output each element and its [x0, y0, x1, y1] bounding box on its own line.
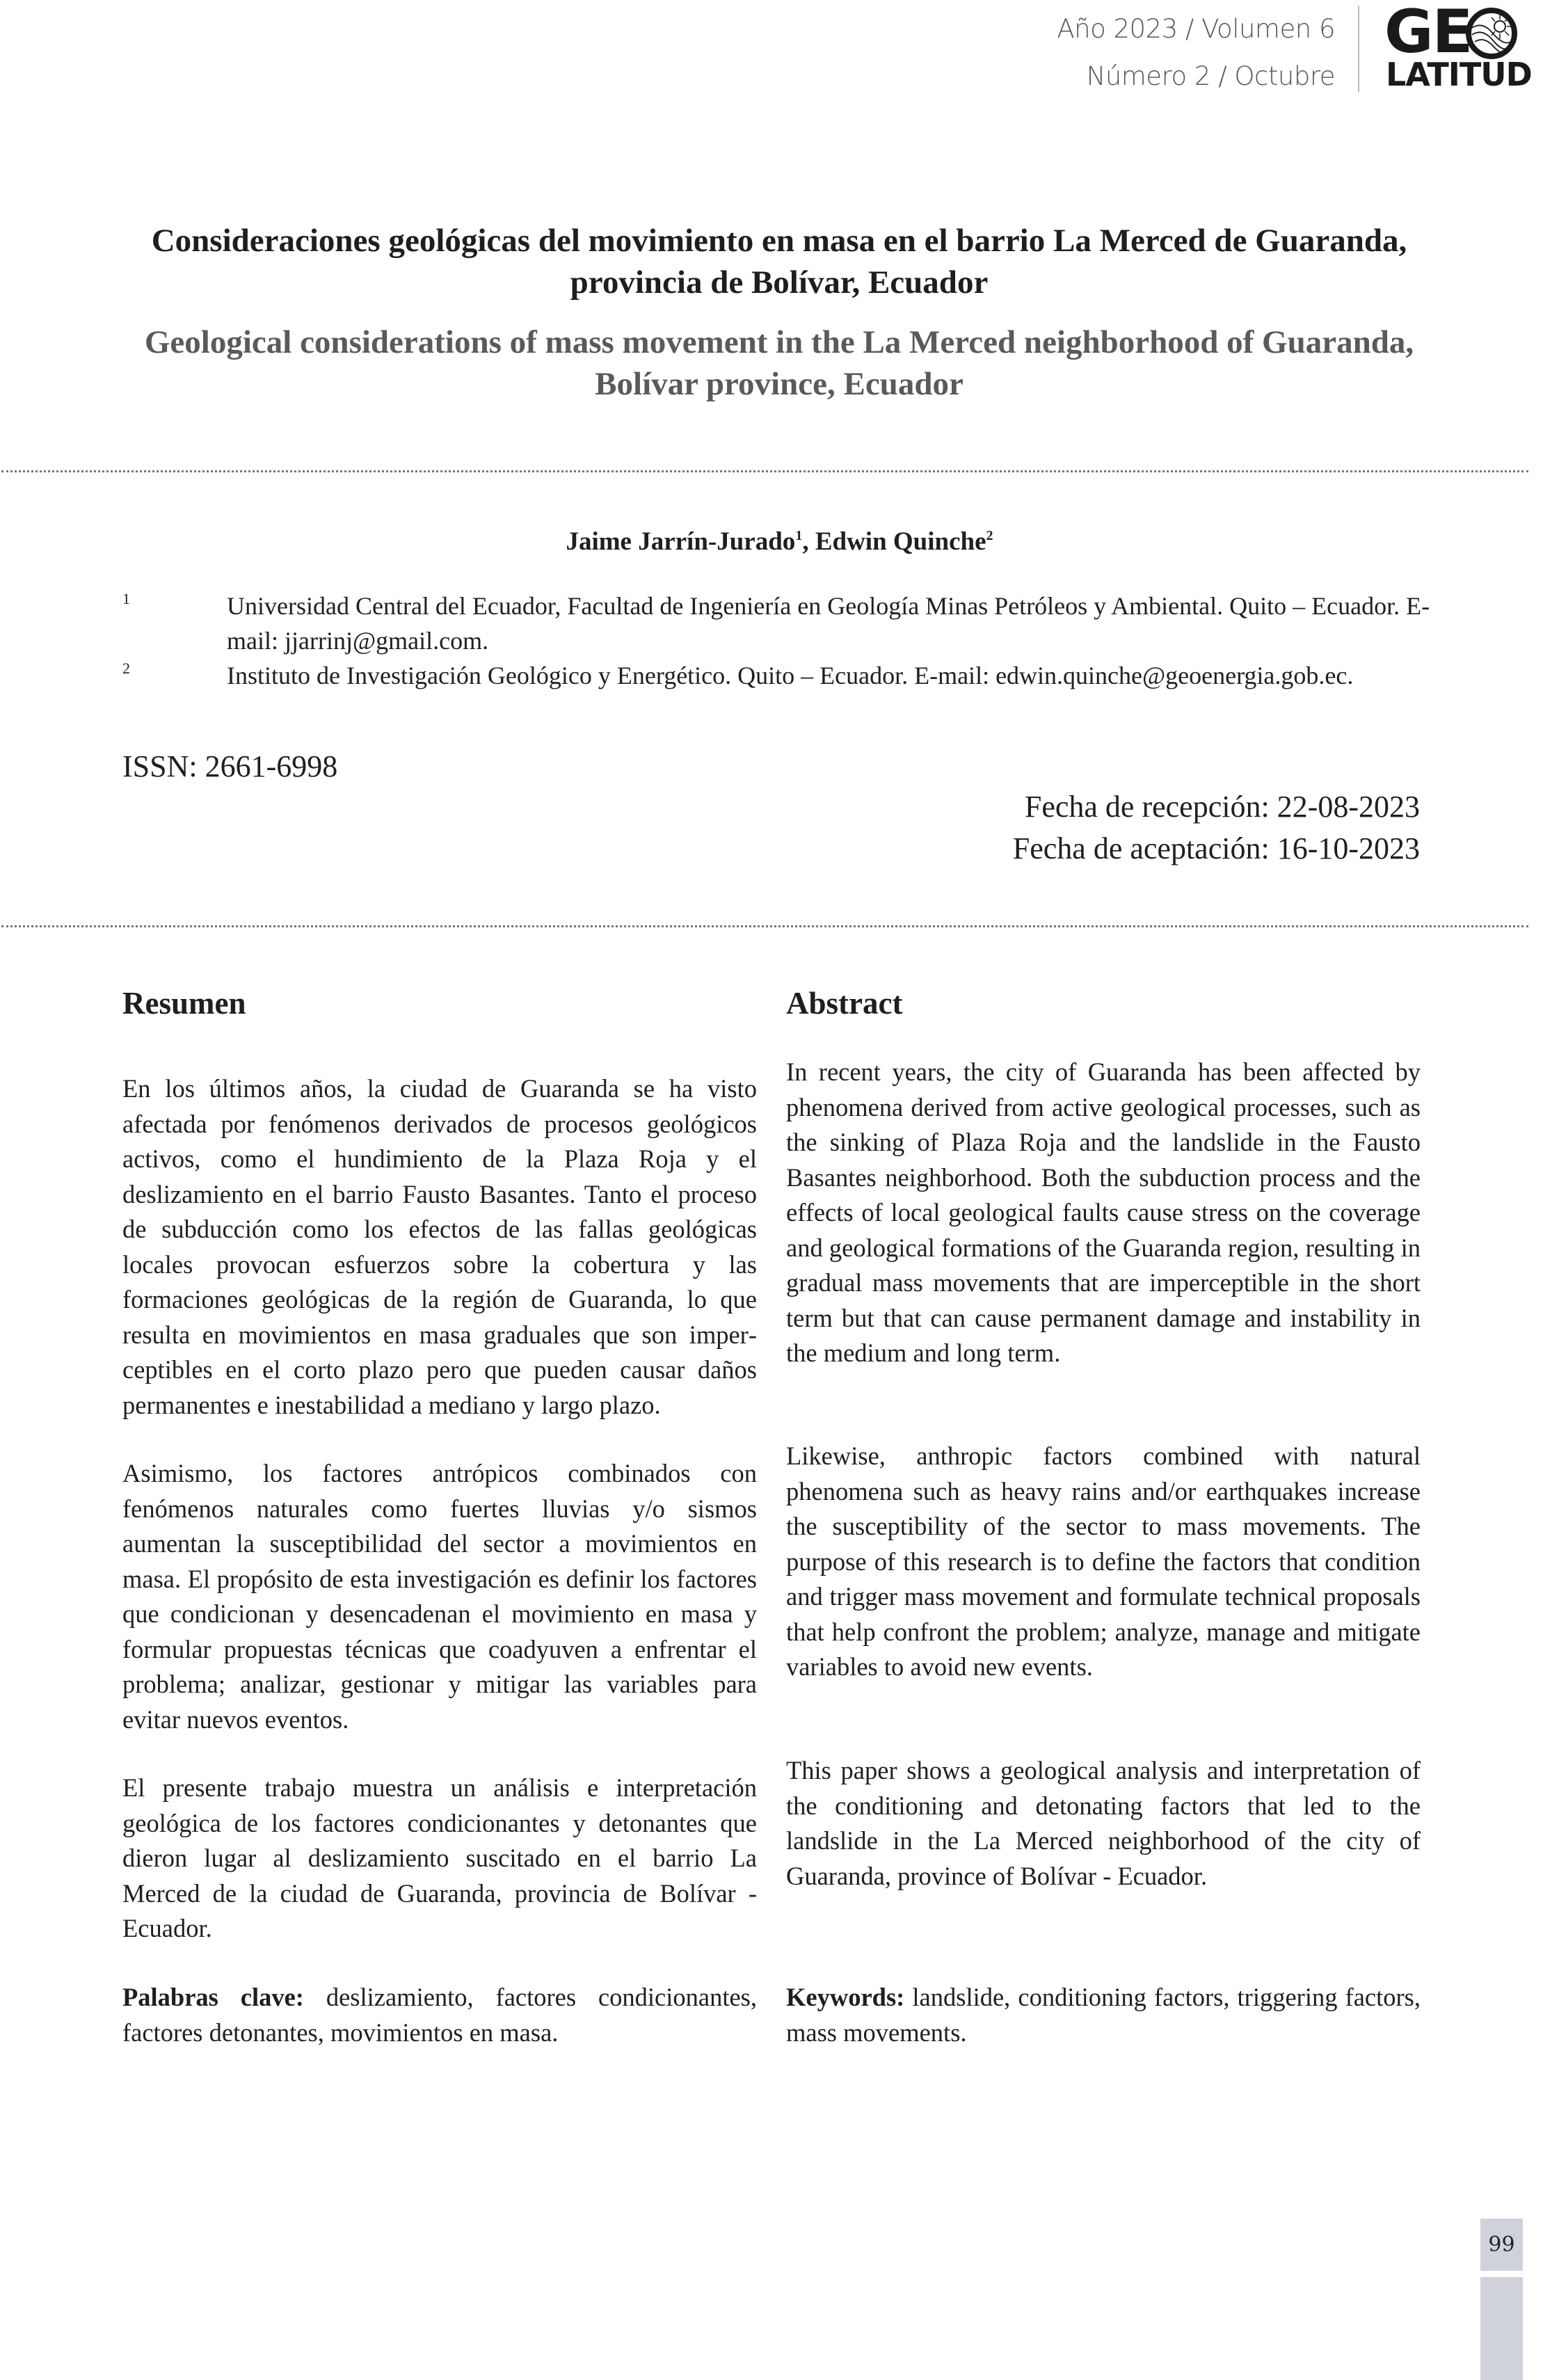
keywords-text: deslizamiento, factores condicionantes, factores detonantes, movimientos en masa.	[122, 1983, 757, 2047]
dotted-divider-bottom	[1, 925, 1528, 927]
title-english: Geological considerations of mass movement in the La Merced neighborhood of Guaranda, Bolívar province, Ecuador	[144, 324, 1414, 402]
resumen-paragraph: Asimismo, los factores antrópicos combinados con fenómenos naturales como fuertes lluvias y/o sismos aumentan la susceptibilidad del sector a movimientos en masa. El propósito de esta investigación es definir los factores que condicionan y desencadenan el movimiento en masa y formular propuestas técnicas que coadyuven a enfrentar el problema; analizar, gestionar y mitigar las variables para evitar nuevos eventos.	[122, 1459, 757, 1734]
affiliation-number: 1	[122, 590, 130, 607]
authors-line: Jaime Jarrín-Jurado$^1$, Edwin Quinche$^2$	[566, 527, 993, 556]
title-spanish: Consideraciones geológicas del movimiento en masa en el barrio La Merced de Guaranda, provincia de Bolívar, Ecuador	[151, 223, 1407, 301]
year-volume: Año 2023 / Volumen 6	[1057, 14, 1335, 44]
geolatitud-logo	[1384, 0, 1532, 93]
logo-text-geo: GE	[1384, 0, 1472, 67]
page-number: 99	[1480, 2219, 1523, 2271]
author-affiliation-marker: 2	[986, 528, 993, 543]
header-divider	[1358, 6, 1359, 92]
resumen-keywords	[122, 1980, 757, 2050]
abstract-paragraph: In recent years, the city of Guaranda has been affected by phenomena derived from active geological processes, such as the sinking of Plaza Roja and the landslide in the Fausto Basantes neighborhood. Both the subduction process and the effects of local geological faults cause stress on the coverage and geological formations of the Guaranda region, resulting in gradual mass movements that are imperceptible in the short term but that can cause permanent damage and instability in the medium and long term.	[786, 1057, 1421, 1367]
logo-text-latitud: LATITUD	[1386, 56, 1532, 93]
resumen-paragraph: En los últimos años, la ciudad de Guaranda se ha visto afectada por fenómenos derivados de procesos geológicos activos, como el hundimiento de la Plaza Roja y el deslizamiento en el barrio Fausto Basantes. Tanto el proceso de subducción como los efectos de las fallas geológicas locales provocan esfuerzos sobre la cobertura y las formaciones geológicas de la región de Guaranda, lo que resulta en movimientos en masa graduales que son imperceptibles en el corto plazo pero que pueden causar daños permanentes e inestabilidad a mediano y largo plazo.	[122, 1074, 757, 1419]
affiliation-number: 2	[122, 660, 130, 677]
resumen-paragraph: El presente trabajo muestra un análisis e interpretación geológica de los factores condicionantes y detonantes que dieron lugar al deslizamiento suscitado en el barrio La Merced de la ciudad de Guaranda, provincia de Bolívar - Ecuador.	[122, 1773, 757, 1942]
accepted-date: Fecha de aceptación: 16-10-2023	[1012, 831, 1420, 865]
author-affiliation-marker: 1	[795, 528, 803, 543]
received-date: Fecha de recepción: 22-08-2023	[1024, 790, 1420, 824]
journal-issue-info	[1057, 6, 1335, 100]
globe-icon	[1465, 7, 1518, 60]
keywords-text: landslide, conditioning factors, triggering factors, mass movements.	[786, 1983, 1421, 2047]
submission-dates	[1013, 786, 1420, 870]
abstract-paragraph: Likewise, anthropic factors combined with natural phenomena such as heavy rains and/or earthquakes increase the susceptibility of the sector to mass movements. The purpose of this research is to define the factors that condition and trigger mass movement and formulate technical proposals that help confront the problem; analyze, manage and mitigate variables to avoid new events.	[786, 1441, 1421, 1681]
resumen-section	[122, 984, 757, 1023]
keywords-label: Keywords:	[786, 1983, 905, 2011]
issn: ISSN: 2661-6998	[122, 749, 338, 783]
resumen-heading: Resumen	[122, 986, 246, 1021]
author-name: Edwin Quinche	[815, 527, 986, 556]
abstract-paragraph: This paper shows a geological analysis and interpretation of the conditioning and detonating factors that led to the landslide in the La Merced neighborhood of the city of Guaranda, province of Bolívar - Ecuador.	[786, 1756, 1421, 1890]
abstract-heading: Abstract	[786, 986, 903, 1021]
abstract-section	[786, 984, 1421, 1023]
author-name: Jaime Jarrín-Jurado	[566, 527, 796, 556]
abstract-keywords	[786, 1980, 1421, 2050]
affiliation-text: Universidad Central del Ecuador, Facultad de Ingeniería en Geología Minas Petróleos y Ambiental. Quito – Ecuador. E-mail: jjarrinj@gmail.com.	[227, 592, 1430, 655]
affiliation-text: Instituto de Investigación Geológico y Energético. Quito – Ecuador. E-mail: edwin.quinche@geoenergia.gob.ec.	[227, 662, 1354, 689]
page-edge-tab	[1480, 2277, 1523, 2380]
keywords-label: Palabras clave:	[122, 1983, 304, 2011]
dotted-divider-top	[1, 470, 1528, 472]
number-month: Número 2 / Octubre	[1086, 61, 1335, 91]
